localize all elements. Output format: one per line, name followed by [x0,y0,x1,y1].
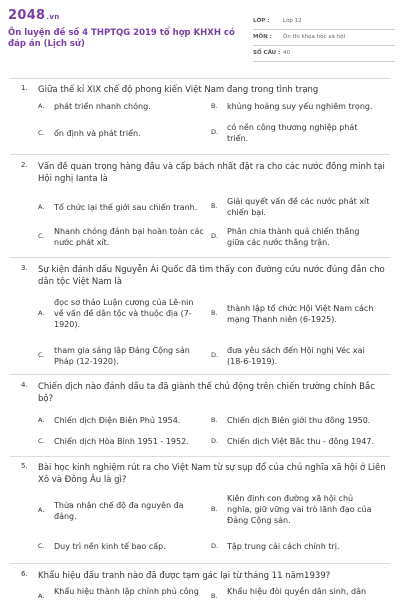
meta-label: LỚP : [253,18,270,24]
option-letter: D. [211,542,219,550]
meta-label: MÔN : [253,34,272,40]
question-text: Vấn đề quan trọng hàng đầu và cấp bách nhất đặt ra cho các nước đồng minh tại Hội nghị Ianta là [38,162,385,184]
option-letter: C. [38,129,45,137]
option-text: Giải quyết vấn đề các nước phát xít chiến bại. [227,197,370,217]
option-text: Khẩu hiệu đòi quyền dân sinh, dân [227,587,367,596]
option-text: ổn định và phát triển. [54,129,141,138]
question-divider [10,154,390,155]
option-text: đọc sơ thảo Luận cương của Lê-nin về vấn đề dân tộc và thuộc địa (7-1920). [54,298,194,329]
question-text: Giữa thế kỉ XIX chế độ phong kiến Việt Nam đang trong tình trạng [38,85,319,95]
option-text: tham gia sáng lập Đảng Cộng sản Pháp (12-1920). [54,346,190,366]
option-letter: B. [211,505,218,513]
question-number: 6. [21,570,28,578]
question-number: 4. [21,381,28,389]
meta-row-grade [253,14,395,30]
meta-value: Ôn thi khoa học xã hội [283,34,346,40]
option-letter: D. [211,232,219,240]
option-letter: B. [211,102,218,110]
option-text: Thừa nhận chế độ đa nguyên đa đảng. [54,501,184,521]
question-number: 1. [21,84,28,92]
option-text: Phân chia thành quả chiến thắng giữa các nước thắng trận. [227,227,360,247]
option-letter: A. [38,203,45,211]
question-divider [10,563,390,564]
meta-label: SỐ CÂU : [253,50,281,56]
option-letter: B. [211,592,218,600]
option-letter: A. [38,592,45,600]
question-text: Khẩu hiệu đấu tranh nào đã được tạm gác lại từ tháng 11 năm1939? [38,571,331,581]
option-text: Chiến dịch Điện Biên Phủ 1954. [54,416,181,425]
option-text: Kiên định con đường xã hội chủ nghĩa, giữ vững vai trò lãnh đạo của Đảng Cộng sản. [227,494,372,525]
question-number: 2. [21,161,28,169]
option-letter: A. [38,102,45,110]
page-header [0,0,400,68]
option-text: Chiến dịch Việt Bắc thu - đông 1947. [227,437,374,446]
meta-value: 40 [283,50,290,56]
option-letter: D. [211,437,219,445]
option-letter: C. [38,351,45,359]
option-text: Tập trung cải cách chính trị. [227,542,340,551]
option-letter: B. [211,416,218,424]
logo-suffix: .vn [46,13,60,21]
option-text: Khẩu hiệu thành lập chính phủ công [54,587,199,596]
meta-value: Lớp 12 [283,18,302,24]
option-text: có nền công thương nghiệp phát triển. [227,123,358,143]
document-meta [253,14,395,62]
question-number: 5. [21,462,28,470]
option-text: đưa yêu sách đến Hội nghị Véc xai (18-6-1919). [227,346,365,366]
option-letter: A. [38,309,45,317]
logo-text: 2048 [8,8,46,23]
option-text: thành lập tổ chức Hội Việt Nam cách mạng Thanh niên (6-1925). [227,304,374,324]
question-text: Sự kiện đánh dấu Nguyễn Ái Quốc đã tìm thấy con đường cứu nước đúng đắn cho dân tộc Việt Nam là [38,265,385,287]
option-letter: A. [38,416,45,424]
meta-row-question-count [253,46,395,62]
option-text: Chiến dịch Hòa Bình 1951 - 1952. [54,437,189,446]
option-letter: A. [38,506,45,514]
option-text: Duy trì nền kinh tế bao cấp. [54,542,166,551]
question-divider [10,374,390,375]
option-letter: B. [211,309,218,317]
option-text: phát triển nhanh chóng. [54,102,151,111]
option-letter: C. [38,232,45,240]
option-letter: D. [211,128,219,136]
option-text: Nhanh chóng đánh bại hoàn toàn các nước phát xít. [54,227,204,247]
question-text: Chiến dịch nào đánh dấu ta đã giành thế chủ động trên chiến trường chính Bắc bộ? [38,382,375,404]
meta-row-subject [253,30,395,46]
site-logo[interactable] [8,8,60,23]
option-letter: C. [38,437,45,445]
option-letter: D. [211,351,219,359]
question-divider [10,78,390,79]
option-text: Chiến dịch Biên giới thu đông 1950. [227,416,371,425]
question-text: Bài học kinh nghiệm rút ra cho Việt Nam từ sự sụp đổ của chủ nghĩa xã hội ở Liên Xô và Đông Âu là gì? [38,463,386,485]
question-divider [10,456,390,457]
question-divider [10,257,390,258]
option-text: khủng hoảng suy yếu nghiêm trọng. [227,102,373,111]
option-letter: B. [211,202,218,210]
option-letter: C. [38,542,45,550]
document-title: Ôn luyện đề số 4 THPTQG 2019 tổ hợp KHXH có đáp án (Lịch sử) [8,28,235,49]
option-text: Tổ chức lại thế giới sau chiến tranh. [54,203,198,212]
question-number: 3. [21,264,28,272]
